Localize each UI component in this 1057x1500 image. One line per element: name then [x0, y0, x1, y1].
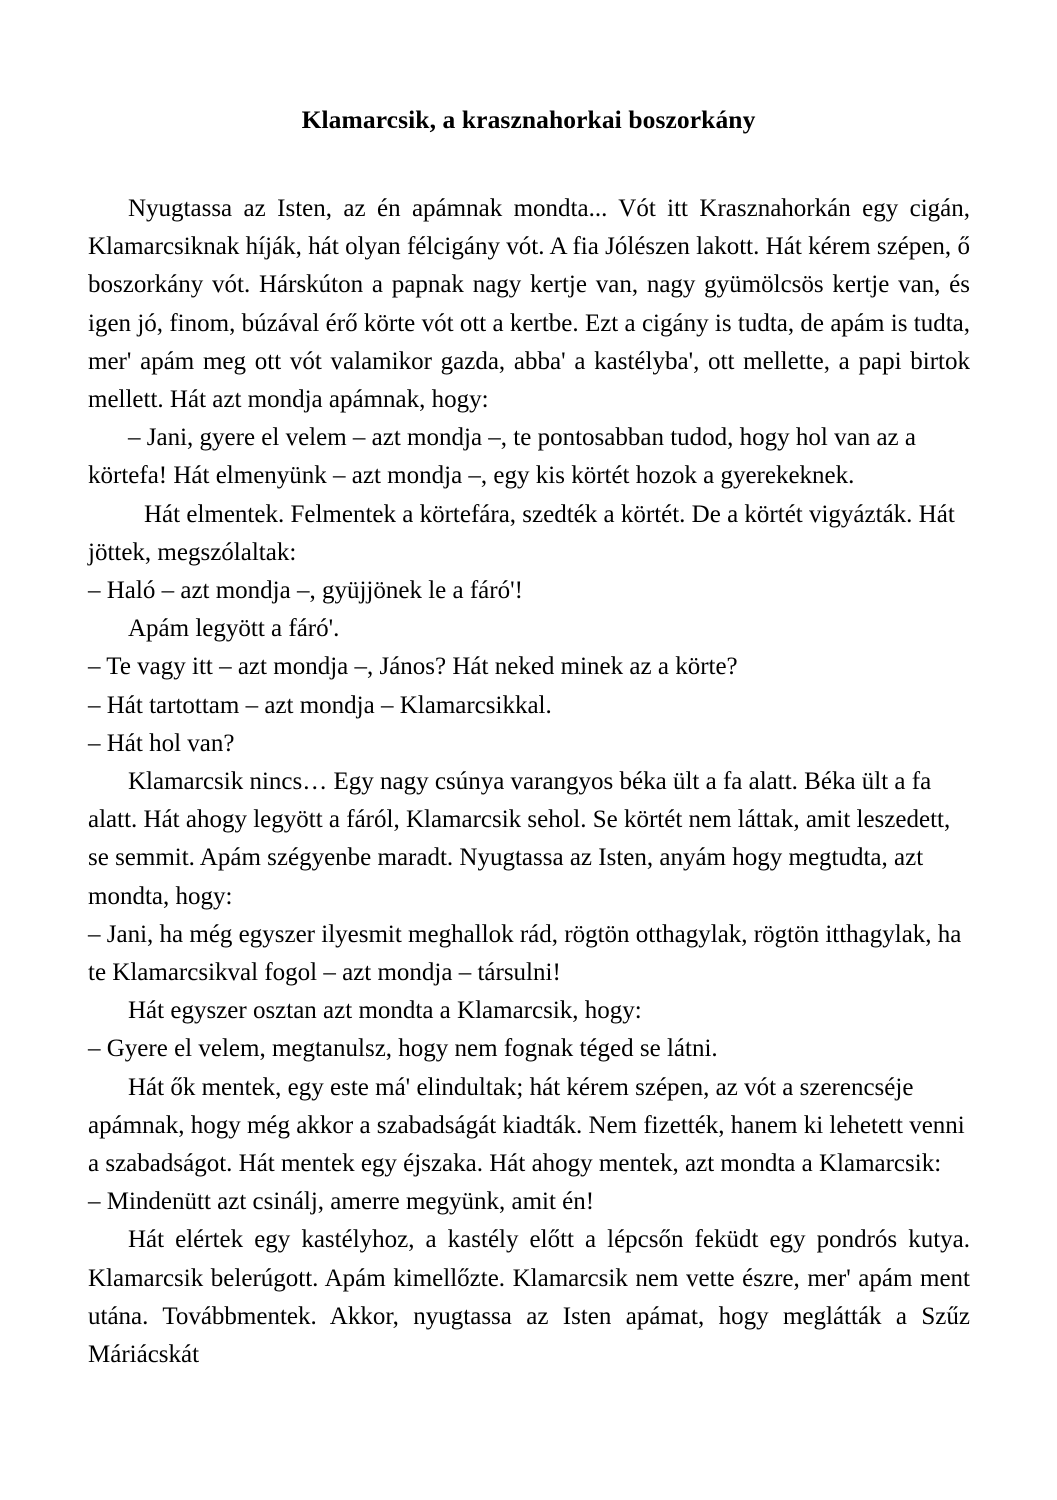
paragraph-narrative: Hát ők mentek, egy este má' elindultak; hát kérem szépen, az vót a szerencséje apámnak, hogy még akkor a szabadságát kiadták. Nem fizették, hanem ki lehetett venni a szabadságot. Hát mentek egy éjszaka. Hát ahogy mentek, azt mondta a Klamarcsik: — [88, 1073, 965, 1178]
paragraph-dialogue: – Haló – azt mondja –, gyüjjönek le a fáró'! — [88, 577, 523, 605]
paragraph-dialogue: – Gyere el velem, megtanulsz, hogy nem fognak téged se látni. — [88, 1035, 718, 1063]
paragraph-dialogue: – Jani, ha még egyszer ilyesmit meghallok rád, rögtön otthagylak, rögtön itthagylak, ha te Klamarcsikval fogol – azt mondja – társulni! — [88, 920, 962, 987]
document-body — [88, 190, 970, 1374]
paragraph-narrative: Hát elmentek. Felmentek a körtefára, szedték a körtét. De a körtét vigyázták. Hát jöttek, megszólaltak: — [88, 500, 955, 566]
paragraph-narrative: Apám legyött a fáró'. — [128, 615, 340, 643]
paragraph-dialogue: – Te vagy itt – azt mondja –, János? Hát neked minek az a körte? — [88, 653, 738, 681]
page-title: Klamarcsik, a krasznahorkai boszorkány — [301, 105, 756, 135]
paragraph-dialogue: – Mindenütt azt csinálj, amerre megyünk, amit én! — [88, 1188, 595, 1216]
paragraph-narrative: Hát egyszer osztan azt mondta a Klamarcsik, hogy: — [128, 997, 642, 1025]
paragraph-narrative: Klamarcsik nincs… Egy nagy csúnya varangyos béka ült a fa alatt. Béka ült a fa alatt. Hát ahogy legyött a fáról, Klamarcsik sehol. Se körtét nem láttak, amit leszedett, se semmit. Apám szégyenbe maradt. Nyugtassa az Isten, anyám hogy megtudta, azt mondta, hogy: — [88, 768, 951, 910]
paragraph-dialogue: – Jani, gyere el velem – azt mondja –, te pontosabban tudod, hogy hol van az a körtefa! Hát elmenyünk – azt mondja –, egy kis körtét hozok a gyerekeknek. — [88, 424, 916, 490]
paragraph-narrative: Hát elértek egy kastélyhoz, a kastély előtt a lépcsőn feküdt egy pondrós kutya. Klamarcsik belerúgott. Apám kimellőzte. Klamarcsik nem vette észre, mer' apám ment utána. Továbbmentek. Akkor, nyugtassa az Isten apámat, hogy meglátták a Szűz Máriácskát — [88, 1226, 970, 1369]
paragraph-narrative: Nyugtassa az Isten, az én apámnak mondta... Vót itt Krasznahorkán egy cigán, Klamarcsiknak híják, hát olyan félcigány vót. A fia Jólészen lakott. Hát kérem szépen, ő boszorkány vót. Hárskúton a papnak nagy kertje van, nagy gyümölcsös kertje van, és igen jó, finom, búzával érő körte vót ott a kertbe. Ezt a cigány is tudta, de apám is tudta, mer' apám meg ott vót valamikor gazda, abba' a kastélyba', ott mellette, a papi birtok mellett. Hát azt mondja apámnak, hogy: — [88, 195, 970, 414]
paragraph-dialogue: – Hát tartottam – azt mondja – Klamarcsikkal. — [88, 691, 552, 719]
paragraph-dialogue: – Hát hol van? — [88, 729, 235, 757]
